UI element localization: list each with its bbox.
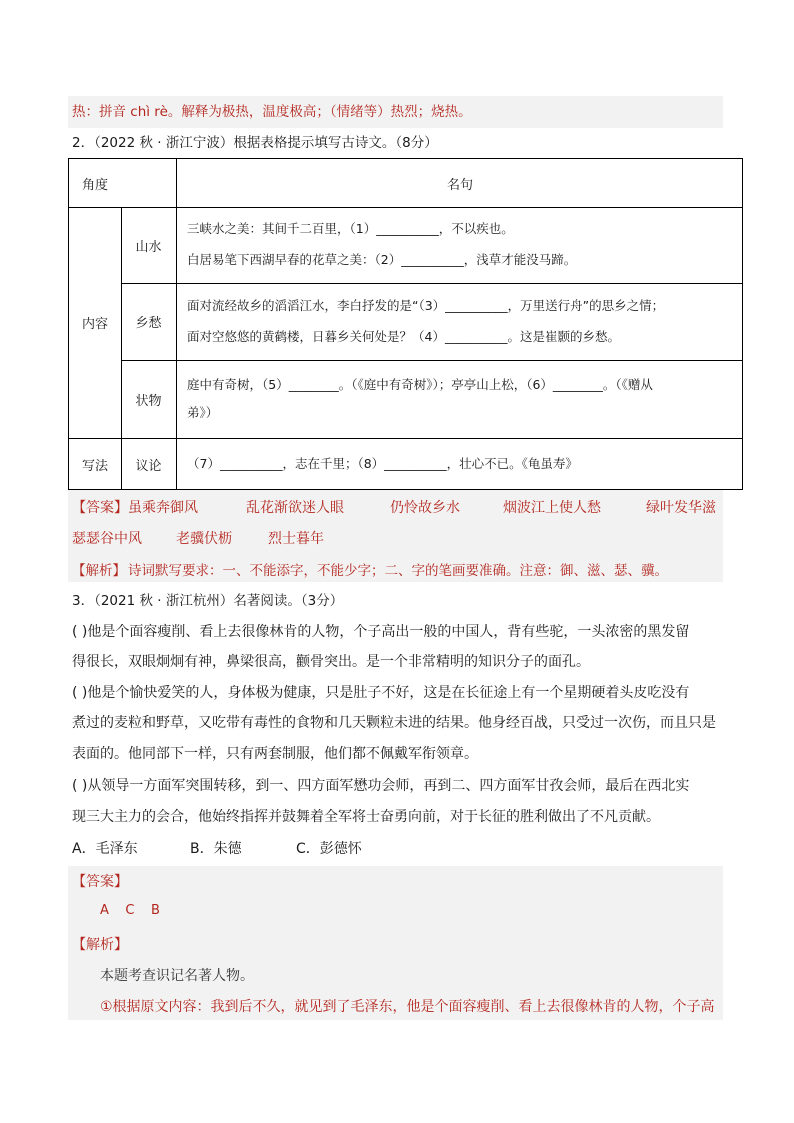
passage-2-line-2: 煮过的麦粒和野草，又吃带有毒性的食物和几天颗粒未进的结果。他身经百战，只受过一次伤，而且只是	[72, 715, 716, 731]
option-b: B．朱德	[190, 841, 242, 857]
option-a: A．毛泽东	[72, 841, 138, 857]
row-label-yilun: 议论	[135, 458, 162, 474]
answer-item: 仍怜故乡水	[390, 500, 460, 516]
passage-2-line-1: ( )他是个愉快爱笑的人，身体极为健康，只是肚子不好，这是在长征途上有一个星期硬着头皮吃没有	[72, 685, 690, 701]
table-divider	[121, 283, 742, 284]
answer-item: 瑟瑟谷中风	[72, 531, 142, 547]
answer-item: 烟波江上使人愁	[503, 500, 601, 516]
header-famous-lines: 名句	[446, 177, 473, 193]
passage-3-line-1: ( )从领导一方面军突围转移，到一、四方面军懋功会师，再到二、四方面军甘孜会师，最后在西北实	[72, 778, 690, 794]
xiangchou-line-2: 面对空悠悠的黄鹤楼，日暮乡关何处是？（4）__________。这是崔颢的乡愁。	[187, 329, 620, 344]
passage-3-line-2: 现三大主力的会合，他始终指挥并鼓舞着全军将士奋勇向前，对于长征的胜利做出了不凡贡献。	[72, 809, 660, 825]
answer-item: 虽乘奔御风	[128, 500, 198, 516]
option-c: C．彭德怀	[296, 841, 362, 857]
table-divider	[121, 360, 742, 361]
answer-item: 绿叶发华滋	[646, 500, 716, 516]
row-label-shanshui: 山水	[135, 239, 162, 255]
analysis-label: 【解析】	[72, 563, 126, 579]
answer-item: 乱花渐欲迷人眼	[246, 500, 344, 516]
analysis-text: 本题考查识记名著人物。	[100, 968, 254, 984]
shanshui-line-1: 三峡水之美：其间千二百里，（1）__________，不以疾也。	[187, 221, 514, 236]
xiangchou-line-1: 面对流经故乡的滔滔江水，李白抒发的是“（3）__________，万里送行舟”的思乡之情；	[187, 298, 665, 313]
passage-1-line-1: ( )他是个面容瘦削、看上去很像林肯的人物，个子高出一般的中国人，背有些驼，一头浓密的黑发留	[72, 624, 690, 640]
question-3-title: 3．（2021 秋 · 浙江杭州）名著阅读。（3分）	[72, 593, 344, 609]
analysis-text: 诗词默写要求：一、不能添字，不能少字；二、字的笔画要准确。注意：御、滋、瑟、骥。	[128, 563, 668, 579]
header-angle: 角度	[81, 177, 108, 193]
analysis-label: 【解析】	[72, 937, 128, 953]
answer-label: 【答案】	[72, 874, 128, 890]
content-label: 内容	[81, 317, 108, 332]
poetry-table	[68, 158, 743, 490]
row-label-zhuangwu: 状物	[135, 393, 162, 409]
question-2-title: 2．（2022 秋 · 浙江宁波）根据表格提示填写古诗文。（8分）	[72, 135, 438, 151]
answer-text: A C B	[100, 903, 160, 918]
zhuangwu-line-2: 弟》）	[187, 405, 219, 420]
row-label-xiangchou: 乡愁	[135, 316, 162, 331]
top-note: 热：拼音 chì rè。解释为极热，温度极高；（情绪等）热烈；烧热。	[72, 104, 472, 120]
table-divider	[176, 159, 177, 489]
answer-label: 【答案】	[72, 500, 128, 516]
shanshui-line-2: 白居易笔下西湖早春的花草之美：（2）__________，浅草才能没马蹄。	[187, 252, 577, 267]
zhuangwu-line-1: 庭中有奇树，（5）________。（《庭中有奇树》）；亭亭山上松，（6）________。（《赠从	[187, 377, 653, 392]
row-label-xiefa: 写法	[81, 458, 108, 474]
analysis-text: ①根据原文内容：我到后不久，就见到了毛泽东，他是个面容瘦削、看上去很像林肯的人物，个子高	[100, 999, 715, 1015]
passage-1-line-2: 得很长，双眼炯炯有神，鼻梁很高，颧骨突出。是一个非常精明的知识分子的面孔。	[72, 654, 590, 670]
answer-item: 烈士暮年	[268, 531, 324, 547]
answer-item: 老骥伏枥	[176, 531, 232, 547]
xiefa-line: （7）__________，志在千里；（8）__________，壮心不已。《龟虽寿》	[187, 456, 578, 471]
passage-2-line-3: 表面的。他同部下一样，只有两套制服，他们都不佩戴军衔领章。	[72, 746, 478, 762]
